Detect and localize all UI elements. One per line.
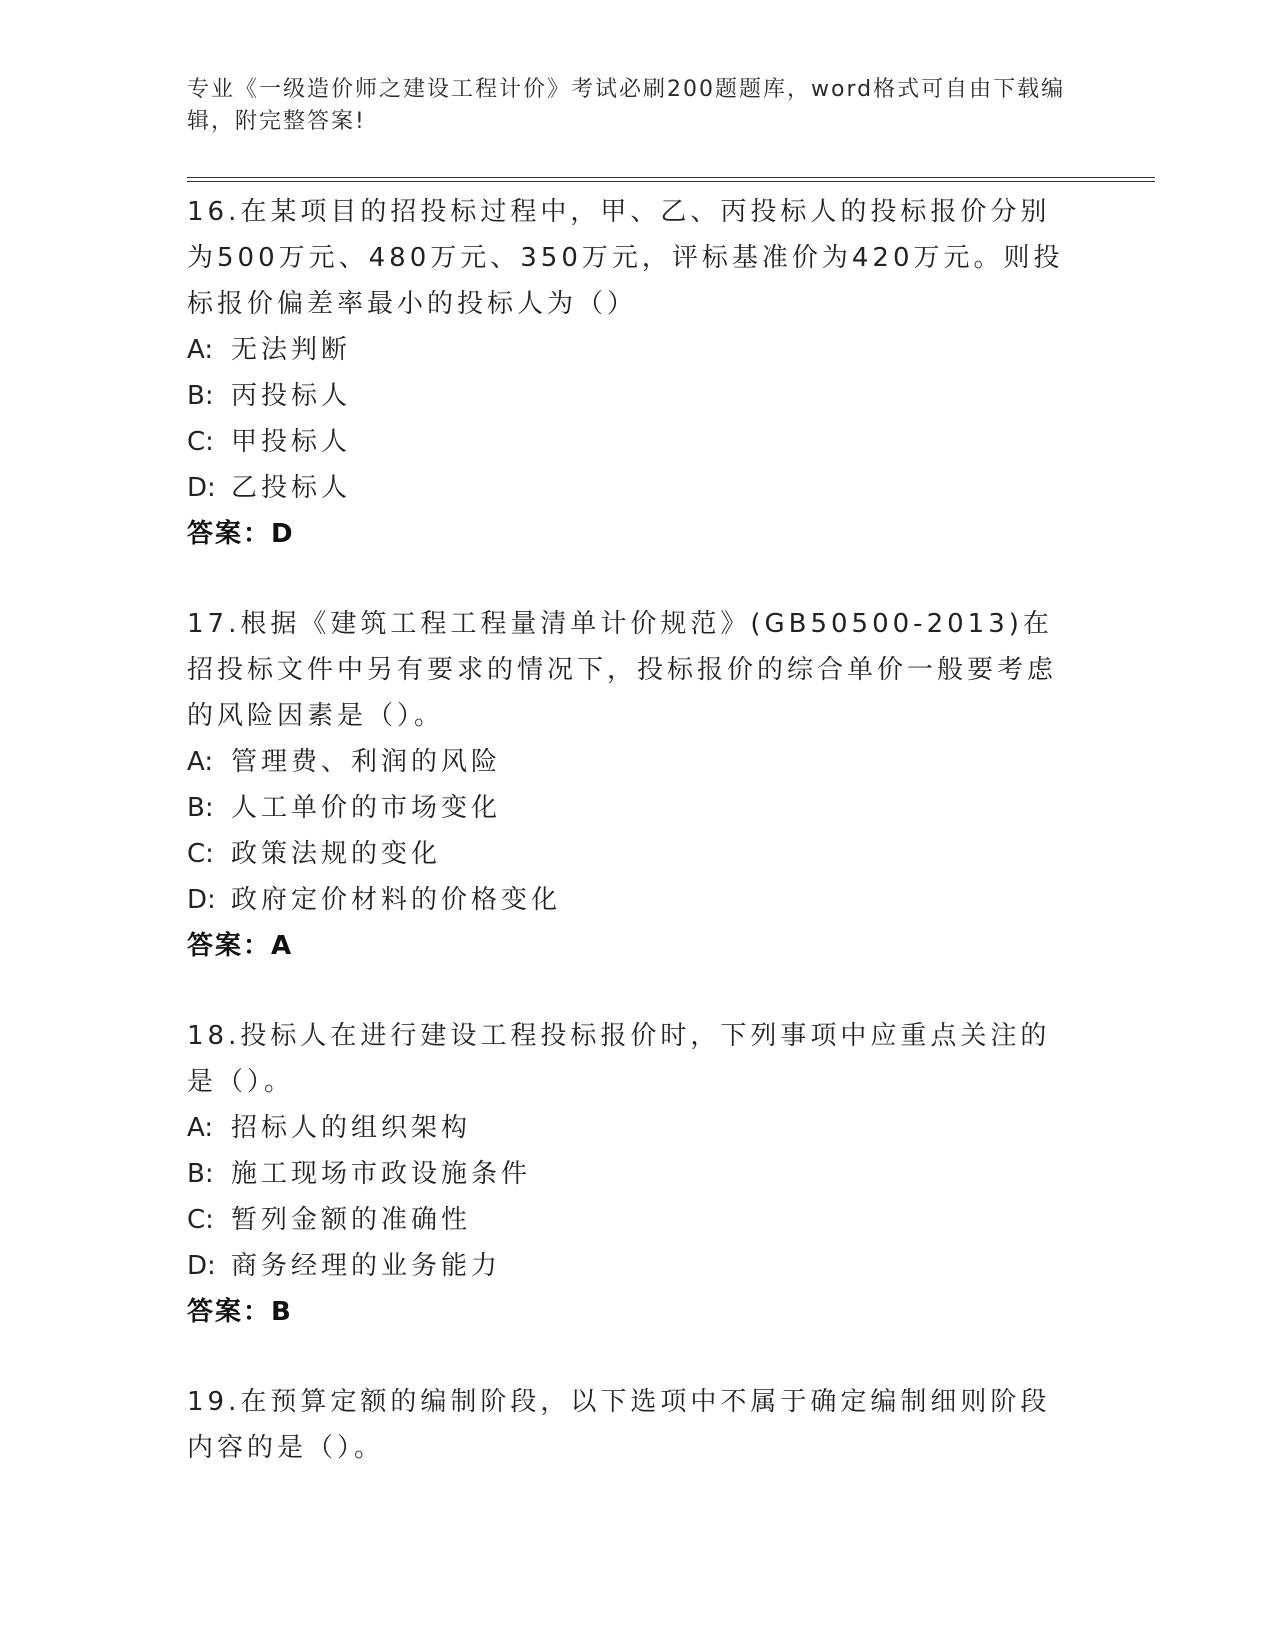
option-letter: C: [187, 1205, 214, 1235]
question-stem: 16.在某项目的招投标过程中，甲、乙、丙投标人的投标报价分别为500万元、480万元、350万元，评标基准价为420万元。则投标报价偏差率最小的投标人为（） [187, 197, 1064, 319]
option-d [187, 877, 1077, 923]
option-text: 暂列金额的准确性 [231, 1205, 472, 1235]
option-letter: B: [187, 1159, 214, 1189]
question-gap [187, 1335, 1077, 1379]
option-a [187, 1105, 1077, 1151]
option-b [187, 785, 1077, 831]
option-a [187, 739, 1077, 785]
option-letter: B: [187, 793, 214, 823]
option-b [187, 1151, 1077, 1197]
answer-label: 答案：A [187, 931, 294, 961]
option-letter: C: [187, 427, 214, 457]
option-text: 乙投标人 [231, 473, 352, 503]
option-letter: C: [187, 839, 214, 869]
option-text: 政府定价材料的价格变化 [231, 885, 562, 915]
question-17 [187, 601, 1077, 969]
option-letter: D: [187, 885, 216, 915]
option-text: 招标人的组织架构 [231, 1113, 472, 1143]
option-letter: A: [187, 1113, 214, 1143]
question-stem: 19.在预算定额的编制阶段，以下选项中不属于确定编制细则阶段内容的是（）。 [187, 1387, 1051, 1463]
question-gap [187, 557, 1077, 601]
option-b [187, 373, 1077, 419]
document-header: 专业《一级造价师之建设工程计价》考试必刷200题题库，word格式可自由下载编辑，附完整答案! [187, 77, 1066, 134]
question-list [187, 189, 1077, 1471]
question-stem: 18.投标人在进行建设工程投标报价时，下列事项中应重点关注的是（）。 [187, 1021, 1051, 1097]
question-gap [187, 969, 1077, 1013]
option-c [187, 1197, 1077, 1243]
question-19 [187, 1379, 1077, 1471]
option-text: 政策法规的变化 [231, 839, 442, 869]
option-text: 管理费、利润的风险 [231, 747, 502, 777]
option-letter: D: [187, 1251, 216, 1281]
question-stem: 17.根据《建筑工程工程量清单计价规范》(GB50500-2013)在招投标文件中另有要求的情况下，投标报价的综合单价一般要考虑的风险因素是（）。 [187, 609, 1058, 731]
answer-label: 答案：D [187, 519, 295, 549]
option-text: 甲投标人 [231, 427, 352, 457]
header-divider-top [187, 177, 1155, 178]
option-letter: B: [187, 381, 214, 411]
question-16 [187, 189, 1077, 557]
header-divider-bottom [187, 181, 1155, 182]
option-d [187, 1243, 1077, 1289]
option-d [187, 465, 1077, 511]
option-text: 无法判断 [231, 335, 352, 365]
option-text: 施工现场市政设施条件 [231, 1159, 532, 1189]
option-a [187, 327, 1077, 373]
option-text: 丙投标人 [231, 381, 352, 411]
option-c [187, 419, 1077, 465]
option-text: 人工单价的市场变化 [231, 793, 502, 823]
option-letter: A: [187, 335, 214, 365]
option-text: 商务经理的业务能力 [231, 1251, 502, 1281]
option-letter: D: [187, 473, 216, 503]
option-c [187, 831, 1077, 877]
answer-label: 答案：B [187, 1297, 293, 1327]
question-18 [187, 1013, 1077, 1335]
option-letter: A: [187, 747, 214, 777]
